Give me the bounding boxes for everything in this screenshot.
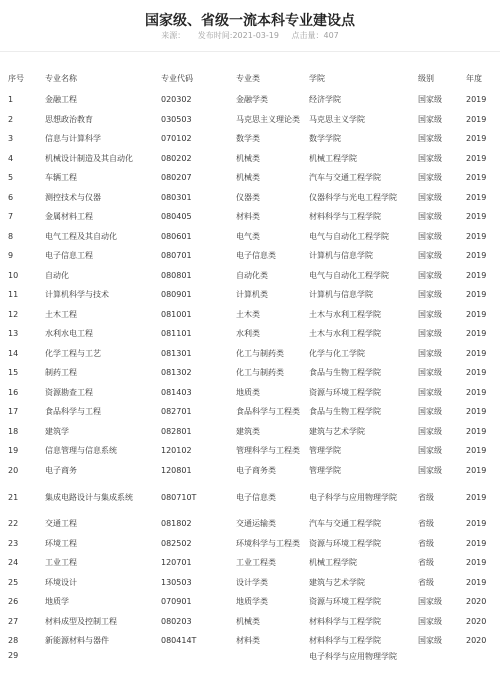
cell-major-category: 马克思主义理论类 <box>236 114 300 124</box>
cell-major-code: 030503 <box>161 114 192 124</box>
cell-major-category: 设计学类 <box>236 577 268 587</box>
cell-major-code: 120102 <box>161 446 192 456</box>
header-divider <box>0 51 500 52</box>
cell-college: 管理学院 <box>309 446 341 456</box>
source-label: 来源： <box>161 31 186 40</box>
cell-major-name: 制药工程 <box>45 368 77 378</box>
cell-major-code: 080202 <box>161 153 192 163</box>
cell-major-category: 工业工程类 <box>236 558 276 568</box>
cell-level: 省级 <box>418 558 434 568</box>
cell-major-code: 120801 <box>161 465 192 475</box>
cell-college: 土木与水利工程学院 <box>309 309 381 319</box>
cell-year: 2019 <box>466 212 487 222</box>
cell-level: 国家级 <box>418 95 442 105</box>
table-row <box>0 207 500 227</box>
table-row <box>0 246 500 266</box>
cell-level: 国家级 <box>418 636 442 646</box>
cell-major-code: 120701 <box>161 558 192 568</box>
cell-college: 电气与自动化工程学院 <box>309 231 389 241</box>
cell-level: 国家级 <box>418 387 442 397</box>
cell-college: 马克思主义学院 <box>309 114 365 124</box>
cell-major-name: 资源勘查工程 <box>45 387 93 397</box>
cell-level: 省级 <box>418 492 434 502</box>
table-row <box>0 383 500 403</box>
cell-major-code: 081302 <box>161 368 192 378</box>
cell-year: 2019 <box>466 519 487 529</box>
cell-year: 2019 <box>466 348 487 358</box>
header-level: 级别 <box>418 73 434 83</box>
table-row <box>0 227 500 247</box>
cell-index: 22 <box>8 519 19 529</box>
cell-major-category: 食品科学与工程类 <box>236 407 300 417</box>
cell-college: 机械工程学院 <box>309 558 357 568</box>
cell-level: 国家级 <box>418 407 442 417</box>
cell-college: 材料科学与工程学院 <box>309 212 381 222</box>
table-row <box>0 168 500 188</box>
cell-index: 5 <box>8 173 14 183</box>
cell-major-code: 020302 <box>161 95 192 105</box>
cell-major-category: 电气类 <box>236 231 260 241</box>
cell-year: 2019 <box>466 173 487 183</box>
header-major-name: 专业名称 <box>45 73 77 83</box>
cell-major-name: 自动化 <box>45 270 69 280</box>
cell-year: 2019 <box>466 270 487 280</box>
cell-college: 资源与环境工程学院 <box>309 387 381 397</box>
table-row <box>0 402 500 422</box>
cell-major-name: 交通工程 <box>45 519 77 529</box>
cell-level: 国家级 <box>418 426 442 436</box>
cell-year <box>466 651 500 681</box>
cell-major-category <box>236 651 309 681</box>
cell-index: 19 <box>8 446 19 456</box>
view-count: 点击量：407 <box>291 31 339 40</box>
header-index: 序号 <box>8 73 24 83</box>
header-year: 年度 <box>466 73 482 83</box>
table-body <box>0 90 500 681</box>
table-row <box>0 363 500 383</box>
table-row <box>0 553 500 573</box>
cell-level: 国家级 <box>418 329 442 339</box>
cell-level: 国家级 <box>418 597 442 607</box>
cell-level: 省级 <box>418 577 434 587</box>
cell-year: 2019 <box>466 290 487 300</box>
cell-major-name: 电子信息工程 <box>45 251 93 261</box>
cell-major-code: 080207 <box>161 173 192 183</box>
cell-major-name: 信息与计算科学 <box>45 134 101 144</box>
cell-level: 省级 <box>418 538 434 548</box>
cell-major-category: 机械类 <box>236 616 260 626</box>
cell-college: 土木与水利工程学院 <box>309 329 381 339</box>
cell-major-code: 081101 <box>161 329 192 339</box>
cell-major-code: 080414T <box>161 636 197 646</box>
cell-index: 28 <box>8 636 19 646</box>
cell-index: 27 <box>8 616 19 626</box>
cell-major-code: 130503 <box>161 577 192 587</box>
cell-year: 2019 <box>466 446 487 456</box>
cell-major-category: 地质学类 <box>236 597 268 607</box>
cell-major-code <box>161 651 236 681</box>
cell-level: 国家级 <box>418 231 442 241</box>
cell-major-code: 080801 <box>161 270 192 280</box>
cell-major-category: 电子商务类 <box>236 465 276 475</box>
cell-year: 2019 <box>466 538 487 548</box>
cell-major-name: 信息管理与信息系统 <box>45 446 117 456</box>
cell-major-code: 080901 <box>161 290 192 300</box>
table-row <box>0 612 500 632</box>
cell-index: 23 <box>8 538 19 548</box>
cell-major-category: 材料类 <box>236 212 260 222</box>
cell-major-category: 化工与制药类 <box>236 348 284 358</box>
cell-index: 11 <box>8 290 19 300</box>
cell-index: 4 <box>8 153 14 163</box>
cell-major-name: 金融工程 <box>45 95 77 105</box>
article-meta <box>0 30 500 41</box>
table-row <box>0 651 500 681</box>
cell-major-category: 电子信息类 <box>236 492 276 502</box>
cell-level: 国家级 <box>418 270 442 280</box>
majors-table <box>0 66 500 681</box>
cell-major-name: 环境工程 <box>45 538 77 548</box>
table-row <box>0 324 500 344</box>
cell-index: 6 <box>8 192 14 202</box>
cell-major-code: 080405 <box>161 212 192 222</box>
cell-college: 材料科学与工程学院 <box>309 616 381 626</box>
cell-college: 计算机与信息学院 <box>309 251 373 261</box>
cell-college: 建筑与艺术学院 <box>309 426 365 436</box>
cell-college: 机械工程学院 <box>309 153 357 163</box>
table-row <box>0 266 500 286</box>
table-row <box>0 534 500 554</box>
cell-year: 2019 <box>466 192 487 202</box>
cell-college: 仪器科学与光电工程学院 <box>309 192 397 202</box>
cell-college: 电子科学与应用物理学院 <box>309 651 397 661</box>
cell-year: 2019 <box>466 329 487 339</box>
cell-index: 1 <box>8 95 14 105</box>
table-row <box>0 422 500 442</box>
cell-level: 国家级 <box>418 446 442 456</box>
cell-year: 2020 <box>466 616 487 626</box>
cell-index: 20 <box>8 465 19 475</box>
cell-major-category: 机械类 <box>236 153 260 163</box>
cell-index: 3 <box>8 134 14 144</box>
cell-level: 省级 <box>418 519 434 529</box>
cell-major-name: 工业工程 <box>45 558 77 568</box>
cell-level: 国家级 <box>418 153 442 163</box>
cell-year: 2019 <box>466 153 487 163</box>
page-title: 国家级、省级一流本科专业建设点 <box>145 13 355 29</box>
header-college: 学院 <box>309 73 325 83</box>
cell-major-code: 080601 <box>161 231 192 241</box>
cell-year: 2019 <box>466 558 487 568</box>
cell-year: 2019 <box>466 465 487 475</box>
cell-index: 21 <box>8 492 19 502</box>
cell-index: 18 <box>8 426 19 436</box>
cell-major-name: 集成电路设计与集成系统 <box>45 492 133 502</box>
cell-major-code: 080203 <box>161 616 192 626</box>
cell-level <box>418 651 466 681</box>
table-row <box>0 592 500 612</box>
cell-year: 2019 <box>466 387 487 397</box>
cell-year: 2019 <box>466 251 487 261</box>
cell-major-code: 082801 <box>161 426 192 436</box>
cell-major-name: 车辆工程 <box>45 173 77 183</box>
table-row <box>0 110 500 130</box>
cell-year: 2019 <box>466 134 487 144</box>
cell-major-name: 新能源材料与器件 <box>45 636 109 646</box>
cell-year: 2019 <box>466 114 487 124</box>
table-row <box>0 441 500 461</box>
table-row <box>0 344 500 364</box>
cell-index: 10 <box>8 270 19 280</box>
cell-year: 2019 <box>466 95 487 105</box>
cell-major-name: 机械设计制造及其自动化 <box>45 153 133 163</box>
cell-index: 9 <box>8 251 14 261</box>
cell-college: 食品与生物工程学院 <box>309 368 381 378</box>
cell-index: 16 <box>8 387 19 397</box>
cell-year: 2019 <box>466 577 487 587</box>
cell-index: 26 <box>8 597 19 607</box>
cell-college: 管理学院 <box>309 465 341 475</box>
cell-major-name: 地质学 <box>45 597 69 607</box>
cell-index: 17 <box>8 407 19 417</box>
cell-major-name: 测控技术与仪器 <box>45 192 101 202</box>
cell-major-category: 交通运输类 <box>236 519 276 529</box>
cell-major-code: 070102 <box>161 134 192 144</box>
cell-index: 29 <box>8 650 19 660</box>
cell-level: 国家级 <box>418 616 442 626</box>
cell-major-category: 机械类 <box>236 173 260 183</box>
cell-major-code: 082701 <box>161 407 192 417</box>
cell-major-name: 建筑学 <box>45 426 69 436</box>
publish-date: 发布时间:2021-03-19 <box>197 31 279 40</box>
table-row <box>0 461 500 481</box>
cell-college: 资源与环境工程学院 <box>309 538 381 548</box>
cell-major-code: 070901 <box>161 597 192 607</box>
cell-college: 计算机与信息学院 <box>309 290 373 300</box>
cell-year: 2019 <box>466 309 487 319</box>
cell-major-name: 金属材料工程 <box>45 212 93 222</box>
cell-major-category: 建筑类 <box>236 426 260 436</box>
header-major-category: 专业类 <box>236 73 260 83</box>
cell-major-code: 081001 <box>161 309 192 319</box>
table-row <box>0 480 500 514</box>
cell-year: 2019 <box>466 407 487 417</box>
table-row <box>0 631 500 651</box>
table-row <box>0 285 500 305</box>
cell-major-code: 081403 <box>161 387 192 397</box>
cell-major-name: 计算机科学与技术 <box>45 290 109 300</box>
cell-major-name: 材料成型及控制工程 <box>45 616 117 626</box>
cell-index: 25 <box>8 577 19 587</box>
cell-major-code: 081802 <box>161 519 192 529</box>
cell-level: 国家级 <box>418 251 442 261</box>
table-header <box>0 66 500 90</box>
cell-major-name: 环境设计 <box>45 577 77 587</box>
cell-level: 国家级 <box>418 368 442 378</box>
cell-college: 汽车与交通工程学院 <box>309 173 381 183</box>
cell-major-name: 化学工程与工艺 <box>45 348 101 358</box>
table-row <box>0 90 500 110</box>
cell-level: 国家级 <box>418 114 442 124</box>
cell-college: 建筑与艺术学院 <box>309 577 365 587</box>
cell-college: 化学与化工学院 <box>309 348 365 358</box>
table-row <box>0 149 500 169</box>
table-row <box>0 514 500 534</box>
cell-year: 2020 <box>466 636 487 646</box>
cell-major-category: 材料类 <box>236 636 260 646</box>
cell-level: 国家级 <box>418 348 442 358</box>
cell-level: 国家级 <box>418 192 442 202</box>
cell-college: 食品与生物工程学院 <box>309 407 381 417</box>
cell-major-name: 食品科学与工程 <box>45 407 101 417</box>
cell-level: 国家级 <box>418 173 442 183</box>
cell-college: 汽车与交通工程学院 <box>309 519 381 529</box>
header-major-code: 专业代码 <box>161 73 193 83</box>
cell-major-name: 思想政治教育 <box>45 114 93 124</box>
cell-major-category: 仪器类 <box>236 192 260 202</box>
cell-year: 2019 <box>466 426 487 436</box>
cell-college: 材料科学与工程学院 <box>309 636 381 646</box>
cell-major-category: 水利类 <box>236 329 260 339</box>
cell-major-code: 082502 <box>161 538 192 548</box>
table-row <box>0 573 500 593</box>
cell-major-name: 土木工程 <box>45 309 77 319</box>
cell-year: 2019 <box>466 368 487 378</box>
cell-index: 8 <box>8 231 14 241</box>
cell-major-code: 080301 <box>161 192 192 202</box>
cell-college: 电子科学与应用物理学院 <box>309 492 397 502</box>
cell-index: 15 <box>8 368 19 378</box>
cell-major-category: 地质类 <box>236 387 260 397</box>
cell-level: 国家级 <box>418 134 442 144</box>
cell-year: 2020 <box>466 597 487 607</box>
header-row <box>0 66 500 90</box>
cell-college: 电气与自动化工程学院 <box>309 270 389 280</box>
cell-major-category: 自动化类 <box>236 270 268 280</box>
cell-year: 2019 <box>466 492 487 502</box>
cell-year: 2019 <box>466 231 487 241</box>
cell-level: 国家级 <box>418 465 442 475</box>
cell-major-category: 计算机类 <box>236 290 268 300</box>
cell-major-category: 管理科学与工程类 <box>236 446 300 456</box>
cell-index: 12 <box>8 309 19 319</box>
cell-major-category: 土木类 <box>236 309 260 319</box>
table-row <box>0 305 500 325</box>
cell-major-name <box>45 651 161 681</box>
cell-major-code: 081301 <box>161 348 192 358</box>
table-row <box>0 129 500 149</box>
cell-index: 24 <box>8 558 19 568</box>
cell-index: 13 <box>8 329 19 339</box>
cell-major-category: 环境科学与工程类 <box>236 538 300 548</box>
table-row <box>0 188 500 208</box>
cell-major-name: 电气工程及其自动化 <box>45 231 117 241</box>
cell-major-category: 数学类 <box>236 134 260 144</box>
cell-major-category: 金融学类 <box>236 95 268 105</box>
cell-index: 14 <box>8 348 19 358</box>
cell-index: 7 <box>8 212 14 222</box>
cell-level: 国家级 <box>418 309 442 319</box>
cell-college: 经济学院 <box>309 95 341 105</box>
cell-level: 国家级 <box>418 212 442 222</box>
cell-college: 数学学院 <box>309 134 341 144</box>
cell-college: 资源与环境工程学院 <box>309 597 381 607</box>
cell-level: 国家级 <box>418 290 442 300</box>
cell-major-category: 化工与制药类 <box>236 368 284 378</box>
cell-major-code: 080710T <box>161 492 197 502</box>
cell-index: 2 <box>8 114 14 124</box>
cell-major-code: 080701 <box>161 251 192 261</box>
cell-major-name: 电子商务 <box>45 465 77 475</box>
cell-major-name: 水利水电工程 <box>45 329 93 339</box>
cell-major-category: 电子信息类 <box>236 251 276 261</box>
